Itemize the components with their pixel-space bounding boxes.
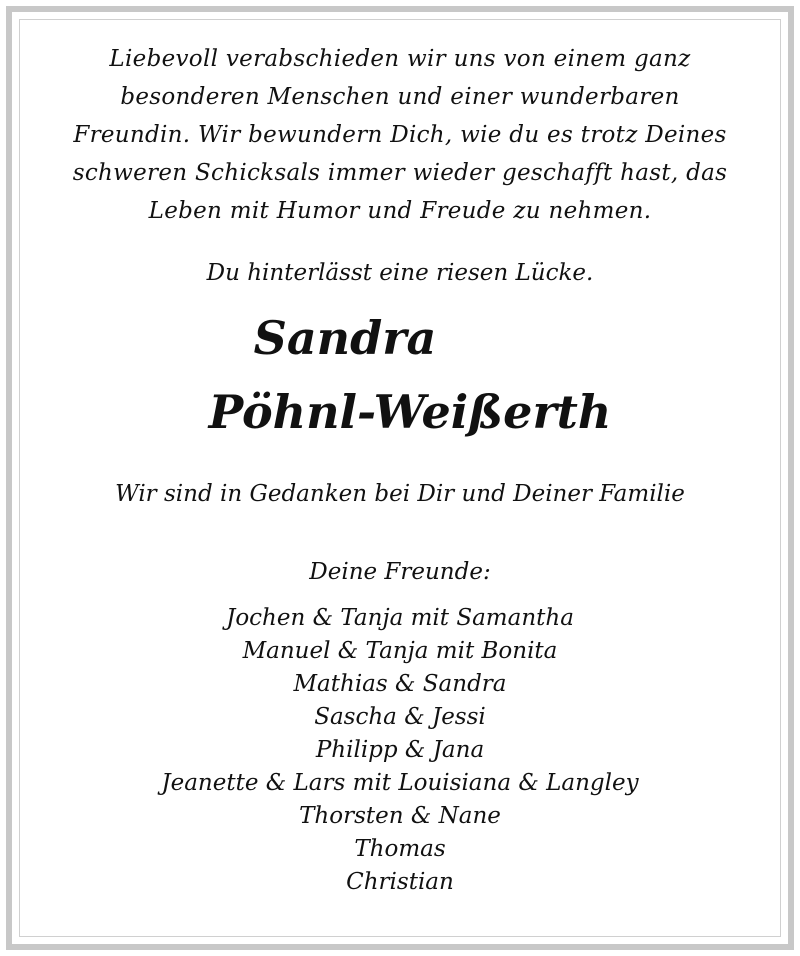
deceased-first-name: Sandra [253, 311, 437, 365]
friend-entry: Mathias & Sandra [293, 671, 507, 697]
intro-line: Liebevoll verabschieden wir uns von einem ganz [109, 46, 691, 72]
intro-text [40, 40, 760, 230]
deceased-last-name: Pöhnl-Weißerth [208, 385, 612, 439]
intro-line: besonderen Menschen und einer wunderbaren [120, 84, 680, 110]
intro-line: schweren Schicksals immer wieder geschafft hast, das [72, 160, 728, 186]
friends-label: Deine Freunde: [309, 559, 491, 585]
intro-line: Leben mit Humor und Freude zu nehmen. [148, 198, 652, 224]
friend-entry: Sascha & Jessi [314, 704, 486, 730]
gap-line: Du hinterlässt eine riesen Lücke. [206, 260, 594, 286]
friend-entry: Jeanette & Lars mit Louisiana & Langley [161, 770, 639, 796]
friend-entry: Manuel & Tanja mit Bonita [242, 638, 558, 664]
friend-entry: Jochen & Tanja mit Samantha [226, 605, 574, 631]
friends-list [0, 602, 800, 899]
friend-entry: Philipp & Jana [315, 737, 485, 763]
thoughts-line: Wir sind in Gedanken bei Dir und Deiner Familie [115, 481, 685, 507]
friend-entry: Christian [346, 869, 454, 895]
friend-entry: Thorsten & Nane [299, 803, 501, 829]
friend-entry: Thomas [354, 836, 446, 862]
intro-line: Freundin. Wir bewundern Dich, wie du es trotz Deines [73, 122, 727, 148]
